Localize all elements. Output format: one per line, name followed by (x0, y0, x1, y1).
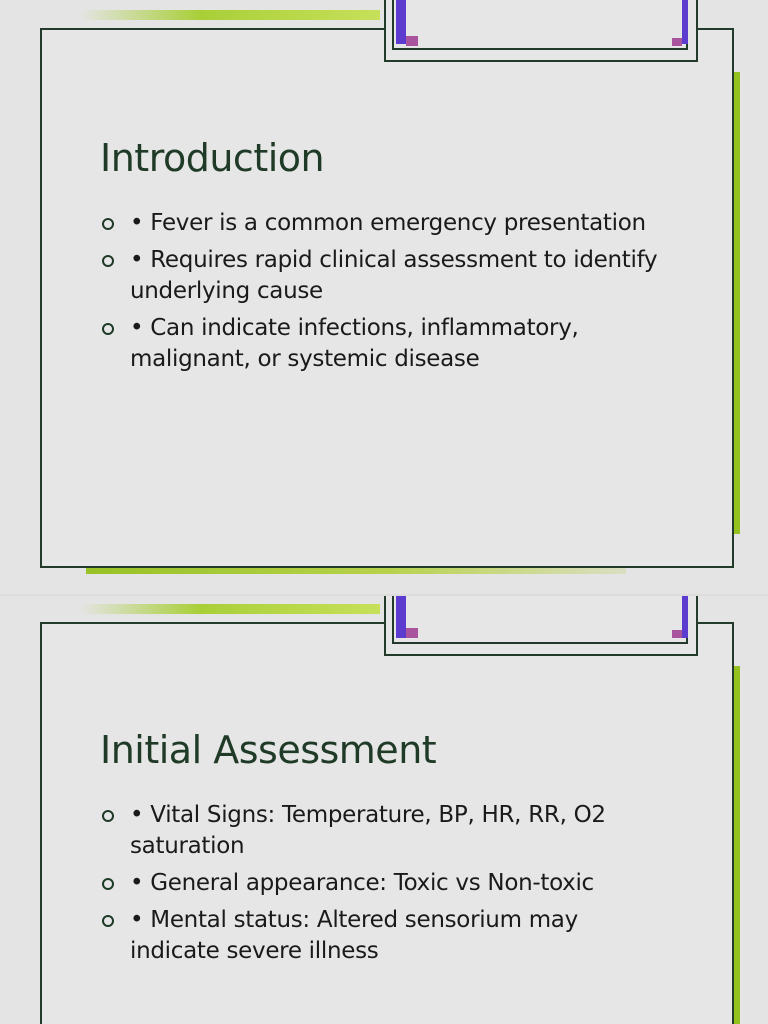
hollow-circle-bullet-icon (102, 255, 114, 267)
bullet-text: • Requires rapid clinical assessment to identify underlying cause (130, 247, 658, 304)
hollow-circle-bullet-icon (102, 878, 114, 890)
green-decor-top (80, 604, 380, 614)
bullet-text: • Can indicate infections, inflammatory, malignant, or systemic disease (130, 315, 579, 372)
hollow-circle-bullet-icon (102, 810, 114, 822)
bullet-item (102, 800, 662, 862)
bullet-list (102, 208, 662, 381)
slide-title: Initial Assessment (100, 728, 437, 772)
accent-bar-right (682, 596, 688, 638)
bullet-item (102, 905, 662, 967)
green-decor-top (80, 10, 380, 20)
slide-initial-assessment (0, 596, 768, 1024)
bullet-item (102, 245, 662, 307)
green-decor-right (733, 72, 740, 534)
bullet-list (102, 800, 662, 973)
accent-mark-right (672, 630, 682, 638)
bullet-text: • Mental status: Altered sensorium may indicate severe illness (130, 907, 578, 964)
bullet-item (102, 208, 662, 239)
accent-mark-left (406, 36, 418, 46)
bullet-item (102, 313, 662, 375)
bullet-text: • General appearance: Toxic vs Non-toxic (130, 870, 594, 896)
green-decor-right (733, 666, 740, 1024)
bullet-item (102, 868, 662, 899)
bullet-text: • Vital Signs: Temperature, BP, HR, RR, O2 saturation (130, 802, 606, 859)
hollow-circle-bullet-icon (102, 323, 114, 335)
slide-tab-inner (392, 596, 688, 644)
slide-title: Introduction (100, 136, 325, 180)
accent-mark-right (672, 38, 682, 46)
accent-bar-right (682, 0, 688, 44)
bullet-text: • Fever is a common emergency presentation (130, 210, 646, 236)
accent-bar-left (396, 596, 406, 638)
accent-bar-left (396, 0, 406, 44)
hollow-circle-bullet-icon (102, 915, 114, 927)
hollow-circle-bullet-icon (102, 218, 114, 230)
accent-mark-left (406, 628, 418, 638)
slide-tab-inner (392, 0, 688, 50)
